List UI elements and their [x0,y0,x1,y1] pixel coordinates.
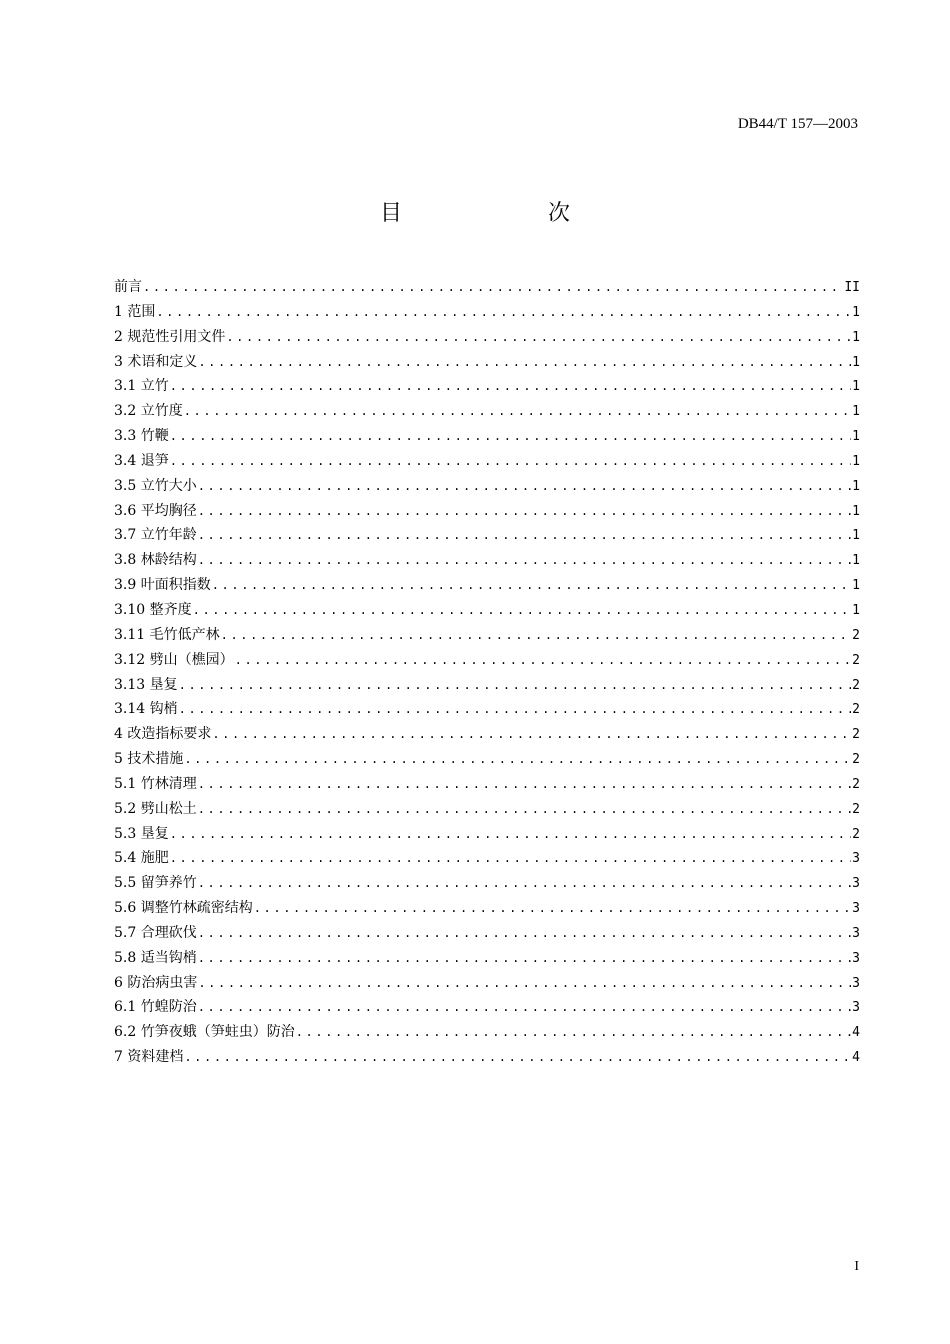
toc-entry-page: 1 [852,354,860,370]
toc-entry-label: 6.2 竹笋夜蛾（笋蛀虫）防治 [114,1024,295,1041]
toc-entry[interactable] [114,1020,860,1045]
toc-entry-page: 1 [852,429,860,445]
toc-entry[interactable] [114,995,860,1020]
toc-dot-leader [198,921,851,946]
toc-dot-leader [235,648,852,673]
toc-entry-label: 4 改造指标要求 [114,726,212,743]
toc-entry-label: 3.9 叶面积指数 [114,577,211,594]
toc-entry[interactable] [114,822,860,847]
toc-dot-leader [170,374,851,399]
toc-entry-label: 3.1 立竹 [114,378,169,395]
toc-entry-label: 3.4 退笋 [114,452,169,469]
toc-dot-leader [184,399,851,424]
toc-dot-leader [198,523,851,548]
toc-entry[interactable] [114,623,860,648]
toc-entry[interactable] [114,797,860,822]
toc-dot-leader [179,673,852,698]
toc-dot-leader [170,822,851,847]
toc-dot-leader [198,474,851,499]
toc-entry-page: 2 [852,752,860,768]
toc-entry-label: 6 防治病虫害 [114,974,198,991]
toc-dot-leader [170,424,851,449]
toc-entry-label: 3.6 平均胸径 [114,502,197,519]
toc-entry[interactable] [114,573,860,598]
toc-entry[interactable] [114,921,860,946]
toc-entry-page: 1 [852,453,860,469]
toc-entry-page: 3 [852,925,860,941]
toc-entry-label: 5.7 合理砍伐 [114,924,197,941]
toc-entry[interactable] [114,697,860,722]
toc-entry-page: 1 [852,329,860,345]
toc-entry-page: 1 [852,553,860,569]
toc-entry-label: 6.1 竹蝗防治 [114,999,197,1016]
toc-entry[interactable] [114,648,860,673]
toc-entry-label: 3.2 立竹度 [114,403,183,420]
toc-entry-label: 5.6 调整竹林疏密结构 [114,900,253,917]
toc-entry[interactable] [114,474,860,499]
toc-entry[interactable] [114,772,860,797]
toc-entry-page: 2 [852,801,860,817]
toc-entry[interactable] [114,325,860,350]
toc-entry[interactable] [114,499,860,524]
toc-entry-page: 2 [852,677,860,693]
toc-entry-label: 5.4 施肥 [114,850,169,867]
toc-entry-label: 5.1 竹林清理 [114,775,197,792]
toc-dot-leader [198,499,851,524]
toc-entry-page: 3 [852,876,860,892]
toc-title: 目 次 [379,201,632,226]
toc-dot-leader [184,747,851,772]
toc-dot-leader [184,1045,851,1070]
toc-entry[interactable] [114,747,860,772]
toc-dot-leader [198,350,851,375]
toc-dot-leader [170,449,851,474]
toc-entry-label: 3.13 垦复 [114,676,178,693]
toc-entry[interactable] [114,971,860,996]
toc-entry-label: 5.5 留笋养竹 [114,875,197,892]
toc-dot-leader [221,623,852,648]
toc-entry-page: 2 [852,702,860,718]
toc-entry[interactable] [114,300,860,325]
toc-entry-label: 7 资料建档 [114,1049,184,1066]
toc-dot-leader [143,275,843,300]
toc-entry-page: 4 [852,1050,860,1066]
toc-entry[interactable] [114,523,860,548]
toc-entry-label: 5.3 垦复 [114,825,169,842]
table-of-contents [114,275,860,1070]
toc-dot-leader [254,896,851,921]
toc-entry[interactable] [114,896,860,921]
toc-entry[interactable] [114,1045,860,1070]
toc-dot-leader [179,697,852,722]
toc-entry-label: 3.8 林龄结构 [114,552,197,569]
toc-entry[interactable] [114,871,860,896]
toc-entry-page: 1 [852,503,860,519]
toc-entry-label: 前言 [114,279,142,295]
toc-dot-leader [296,1020,851,1045]
toc-entry[interactable] [114,275,860,300]
toc-dot-leader [198,548,851,573]
toc-dot-leader [226,325,851,350]
toc-dot-leader [198,797,851,822]
toc-entry[interactable] [114,673,860,698]
toc-dot-leader [198,995,851,1020]
toc-entry[interactable] [114,449,860,474]
toc-entry-page: 1 [852,379,860,395]
toc-entry-label: 3.14 钩梢 [114,701,178,718]
toc-entry[interactable] [114,548,860,573]
document-code: DB44/T 157—2003 [737,116,858,132]
toc-entry-page: 3 [852,975,860,991]
toc-entry-label: 1 范围 [114,303,156,320]
toc-entry-page: 2 [852,652,860,668]
toc-entry-page: 1 [852,578,860,594]
toc-entry-page: 3 [852,950,860,966]
toc-dot-leader [212,722,851,747]
toc-entry-page: 1 [852,304,860,320]
toc-entry-label: 3.11 毛竹低产林 [114,626,220,643]
toc-entry-label: 3.5 立竹大小 [114,477,197,494]
toc-entry-label: 5.8 适当钩梢 [114,949,197,966]
toc-entry-label: 3.10 整齐度 [114,601,192,618]
toc-entry-page: 4 [852,1025,860,1041]
toc-entry-page: 1 [852,404,860,420]
toc-entry-page: 3 [852,1000,860,1016]
toc-dot-leader [212,573,851,598]
toc-entry-label: 2 规范性引用文件 [114,328,226,345]
toc-dot-leader [198,871,851,896]
toc-entry-label: 5 技术措施 [114,751,184,768]
toc-entry[interactable] [114,374,860,399]
toc-entry-label: 3.3 竹鞭 [114,428,169,445]
toc-entry-page: 2 [852,727,860,743]
toc-dot-leader [198,946,851,971]
toc-entry[interactable] [114,846,860,871]
toc-dot-leader [156,300,851,325]
toc-entry-page: 3 [852,901,860,917]
toc-dot-leader [193,598,852,623]
toc-entry[interactable] [114,399,860,424]
toc-entry-label: 5.2 劈山松土 [114,800,197,817]
toc-entry-page: II [844,280,860,295]
toc-dot-leader [198,772,851,797]
toc-entry-label: 3.7 立竹年龄 [114,527,197,544]
toc-dot-leader [170,846,851,871]
toc-entry-page: 1 [852,528,860,544]
toc-entry-label: 3 术语和定义 [114,353,198,370]
toc-entry[interactable] [114,350,860,375]
toc-entry[interactable] [114,722,860,747]
toc-entry-page: 2 [852,826,860,842]
toc-entry[interactable] [114,946,860,971]
toc-entry-page: 2 [852,627,860,643]
toc-dot-leader [198,971,851,996]
toc-entry-page: 2 [852,776,860,792]
toc-entry-label: 3.12 劈山（樵园） [114,651,234,668]
toc-entry[interactable] [114,424,860,449]
toc-entry-page: 1 [852,602,860,618]
page-number: I [854,1259,859,1274]
toc-entry[interactable] [114,598,860,623]
toc-entry-page: 3 [852,851,860,867]
toc-entry-page: 1 [852,478,860,494]
